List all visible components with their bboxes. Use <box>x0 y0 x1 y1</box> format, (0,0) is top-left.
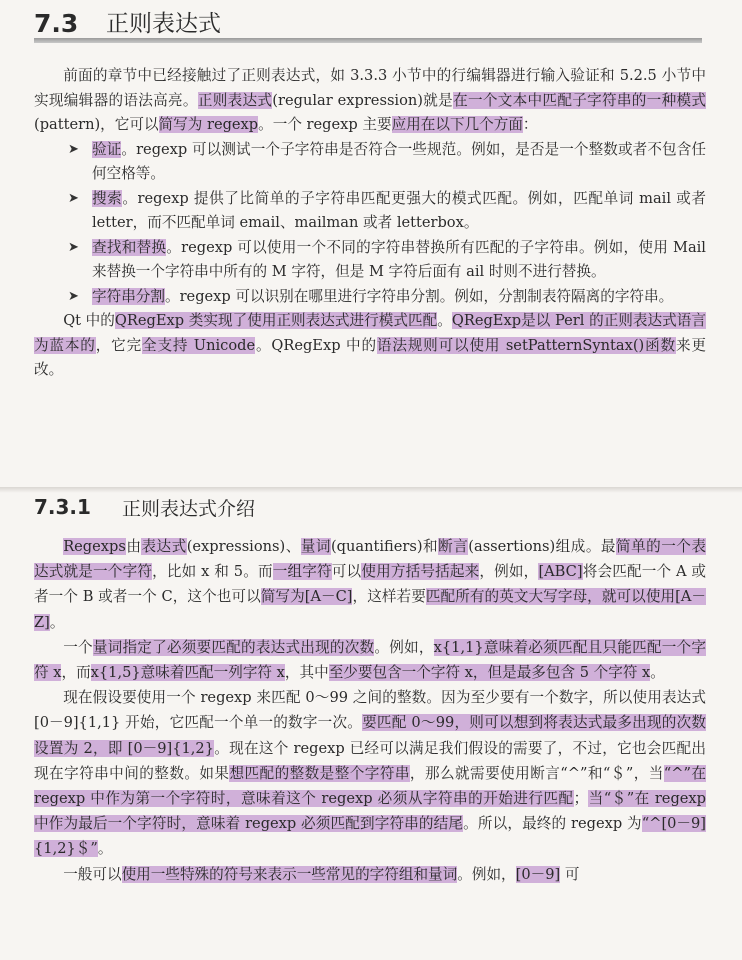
body-p2-run: 至少要包含一个字符 x，但是最多包含 5 个字符 x <box>328 664 651 682</box>
body-paragraph <box>34 685 706 861</box>
section-heading <box>34 0 704 38</box>
body-block <box>34 534 706 887</box>
intro-p1-run: 。一个 regexp 主要 <box>258 116 392 133</box>
body-p1-run: 由 <box>125 538 142 555</box>
body-p3-run: 现在假设要使用一个 regexp 来匹配 0～99 之间的整数。因为至少要有一个数字，所以使用表达式 [0－9]{1,1} 开始，它匹配一个单一的数字一次。 <box>34 689 706 732</box>
bullet-text: 。regexp 可以识别在哪里进行字符串分割。例如，分割制表符隔离的字符串。 <box>164 287 674 305</box>
body-p1-run: 简写为[A－C] <box>260 588 353 606</box>
body-p2-run: 。 <box>650 664 665 682</box>
qt-p-run: QRegExp 类实现了使用正则表达式进行模式匹配 <box>114 312 438 329</box>
body-p4-run: 可 <box>560 865 580 883</box>
body-p1-run: 一组字符 <box>272 563 332 581</box>
body-p2-run: ，而 <box>61 664 91 682</box>
body-paragraph <box>34 534 706 635</box>
qt-p-run: ，它完 <box>95 336 143 354</box>
body-p3-run: 当“＄”在 regexp 中作为最后一个字符时，意味着 regexp 必须匹配到字符串的结尾 <box>34 790 706 833</box>
body-p3-run: “^”在 regexp 中作为第一个字符时，意味着这个 regexp 必须从字符串的开始进行匹配 <box>34 764 706 808</box>
bullet-text: 。regexp 可以使用一个不同的字符串替换所有匹配的子字符串。例如，使用 Mail 来替换一个字符串中所有的 M 字符，但是 M 字符后面有 ail 时则不进行替换。 <box>92 238 706 280</box>
body-p4-run: 。例如， <box>457 865 516 883</box>
body-p1-run: (quantifiers)和 <box>330 538 439 555</box>
list-item <box>34 138 706 187</box>
qt-p-run: 。 <box>437 312 452 329</box>
qt-p-run: 来更改。 <box>34 336 706 378</box>
body-p1-run: 将会匹配一个 A 或者一个 B 或者一个 C，这个也可以 <box>34 563 706 606</box>
body-paragraph <box>34 862 706 887</box>
arrow-bullet-icon: ➤ <box>68 141 79 157</box>
body-p2-run: 。例如， <box>374 638 434 656</box>
bullet-text: 。regexp 提供了比简单的子字符串匹配更强大的模式匹配。例如，匹配单词 mail 或者 letter，而不匹配单词 email、mailman 或者 letterbox。 <box>92 189 706 231</box>
bullet-lead: 查找和替换 <box>92 238 167 256</box>
bullet-lead: 验证 <box>92 140 122 158</box>
body-p1-run: 。 <box>49 613 65 631</box>
body-p4-run: [0－9] <box>515 865 561 883</box>
qt-p-run: QRegExp <box>451 312 522 329</box>
intro-p1-run: (regular expression)就是 <box>272 91 454 109</box>
section-number: 7.3 <box>34 9 79 38</box>
intro-p1-run: 在一个文本中匹配子字符串的一种模式 <box>453 91 706 109</box>
list-item <box>34 187 706 236</box>
body-p3-run: 将表达式最多出现的次数设置为 2，即 [0－9]{1,2} <box>34 714 706 757</box>
bullet-text: 。regexp 可以测试一个子字符串是否符合一些规范。例如，是否是一个整数或者不包含任何空格等。 <box>92 140 706 182</box>
body-p3-run: 。所以，最终的 regexp 为 <box>463 815 642 833</box>
intro-p1-run: 前面的章节中已经接触过了正则表达式，如 3.3.3 小节中的行编辑器进行输入验证和 5.2.5 小节中实现编辑器的语法高亮。 <box>34 67 706 109</box>
qt-p-run: Qt 中的 <box>63 312 115 329</box>
bullet-lead: 字符串分割 <box>92 287 165 305</box>
intro-p1-run: ： <box>522 116 538 133</box>
body-p1-run: ，这样若要 <box>352 588 426 606</box>
body-p1-run: ，例如， <box>479 563 539 581</box>
intro-paragraph <box>34 64 706 138</box>
bullet-lead: 搜索 <box>92 189 123 207</box>
qt-p-run: 全支持 Unicode <box>142 336 256 354</box>
body-p4-run: 使用一些特殊的符号来表示一些常见的字符组和量词 <box>121 865 458 883</box>
intro-block <box>34 64 706 383</box>
body-p2-run: 量词指定了 <box>92 638 167 656</box>
arrow-bullet-icon: ➤ <box>68 239 79 255</box>
intro-p1-run: (pattern)，它可以 <box>34 116 159 133</box>
body-p1-run: 使用方括号括起来 <box>361 563 480 581</box>
qt-paragraph <box>34 309 706 383</box>
body-p3-run: ，那么就需要使用断言“^”和“＄”，当 <box>409 764 664 782</box>
body-p3-run: 。 <box>97 840 113 858</box>
qt-p-run: 。QRegExp 中的 <box>255 336 377 354</box>
subsection-heading <box>34 490 706 524</box>
body-p1-run: 简单的一个表达式就是 <box>34 538 706 581</box>
body-p3-run: 。现在这个 regexp 已经可以满足我们假设的需要了，不过，它也会匹配出现在字符串中间的整数。如果 <box>34 739 706 782</box>
arrow-bullet-icon: ➤ <box>68 288 79 304</box>
body-p1-run: 量词 <box>300 538 331 555</box>
application-list <box>34 138 706 310</box>
body-p3-run: 想匹配的整数是整个字符串 <box>229 764 410 782</box>
body-p1-run: 一个字符 <box>93 563 153 581</box>
list-item <box>34 285 706 310</box>
body-p1-run: 可以 <box>331 563 362 581</box>
body-p4-run: 一般可以 <box>63 865 122 883</box>
body-p1-run: [ABC] <box>538 563 583 581</box>
body-p1-run: (expressions)、 <box>186 538 301 555</box>
heading-rule <box>34 38 702 43</box>
body-p1-run: (assertions)组成。最 <box>468 538 616 555</box>
body-p3-run: 要匹配 0～99，则可以想到 <box>362 714 544 732</box>
section-title: 正则表达式 <box>106 11 221 37</box>
body-p1-run: ，比如 x 和 5。而 <box>152 563 273 581</box>
body-p1-run: 断言 <box>438 538 469 555</box>
body-p2-run: ，其中 <box>284 664 329 682</box>
body-paragraph <box>34 635 706 685</box>
body-p2-run: 必须要匹配的表达式出现的次数 <box>166 638 375 656</box>
body-p1-run: 表达式 <box>141 538 187 555</box>
body-p1-run: 匹配所有的英文大写字母，就可以使用[A－Z] <box>34 588 707 631</box>
body-p3-run: “^[0－9]{1,2}＄” <box>34 815 706 858</box>
intro-p1-run: 正则表达式 <box>197 91 273 109</box>
arrow-bullet-icon: ➤ <box>68 190 79 206</box>
intro-p1-run: 应用在以下几个方面 <box>391 116 523 133</box>
qt-p-run: 语法规则可以使用 setPatternSyntax()函数 <box>376 336 676 354</box>
qt-p-run: 是以 Perl 的正则表达式语言为蓝本的 <box>34 312 706 354</box>
body-p2-run: x{1,1}意味着必须匹配且只能匹配一个字符 x <box>34 638 706 682</box>
list-item <box>34 236 706 285</box>
body-p3-run: ； <box>573 790 589 808</box>
body-p2-run: 一个 <box>63 638 93 656</box>
subsection-number: 7.3.1 <box>34 495 91 519</box>
subsection-title: 正则表达式介绍 <box>122 497 256 520</box>
intro-p1-run: 简写为 regexp <box>158 116 259 133</box>
body-p1-run: Regexps <box>63 538 126 555</box>
body-p2-run: x{1,5}意味着匹配一列字符 x <box>90 664 285 682</box>
